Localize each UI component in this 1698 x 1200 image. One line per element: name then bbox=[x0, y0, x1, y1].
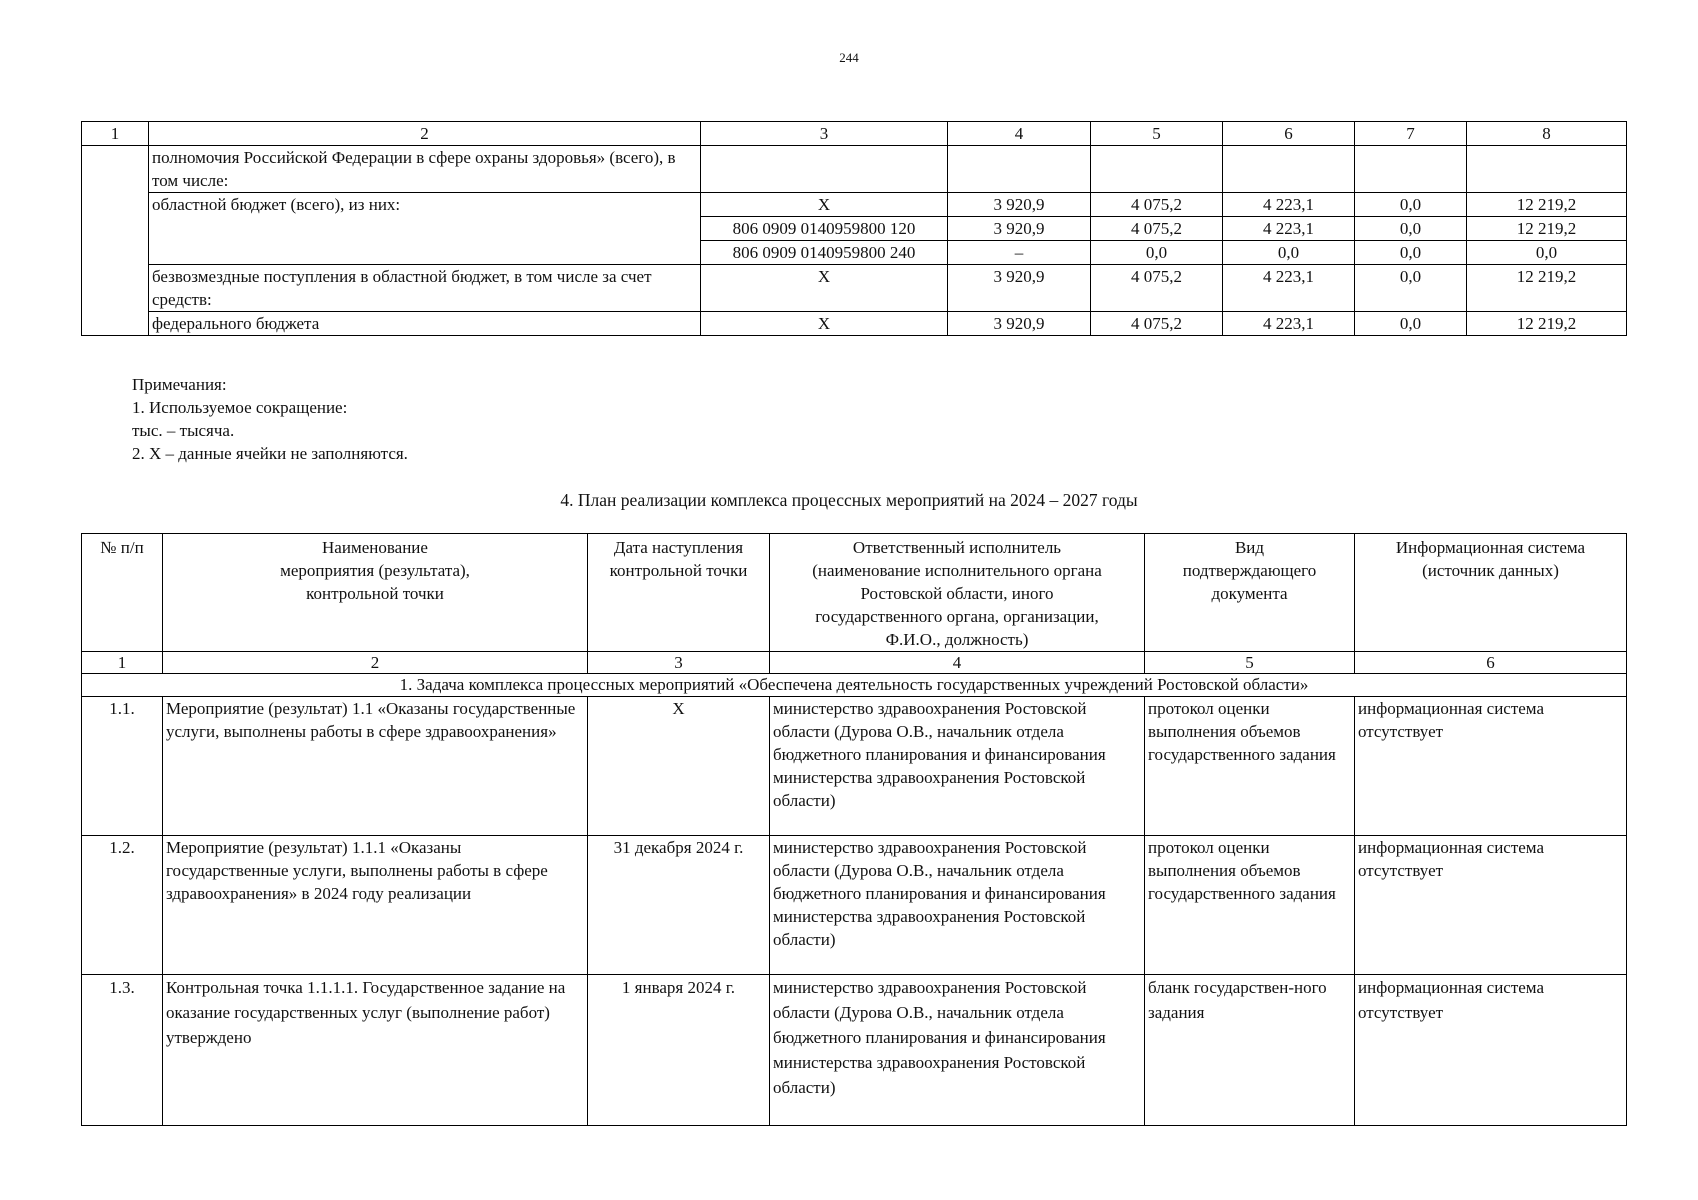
value-cell: 4 223,1 bbox=[1223, 217, 1355, 241]
header-cell: № п/п bbox=[82, 534, 163, 652]
col-number: 8 bbox=[1467, 122, 1627, 146]
plan-table bbox=[81, 533, 1627, 1126]
row-executor: министерство здравоохранения Ростовской области (Дурова О.В., начальник отдела бюджетного планирования и финансирования министерства здравоохранения Ростовской области) bbox=[770, 836, 1145, 975]
value-cell: 4 075,2 bbox=[1091, 193, 1223, 217]
value-cell: 4 075,2 bbox=[1091, 217, 1223, 241]
col-number: 6 bbox=[1355, 652, 1627, 674]
col-number: 5 bbox=[1091, 122, 1223, 146]
table-row bbox=[82, 193, 1627, 217]
code-cell: X bbox=[701, 312, 948, 336]
value-cell: 4 223,1 bbox=[1223, 265, 1355, 312]
code-cell: 806 0909 0140959800 120 bbox=[701, 217, 948, 241]
col-number: 2 bbox=[163, 652, 588, 674]
value-cell: 4 075,2 bbox=[1091, 265, 1223, 312]
notes-title: Примечания: bbox=[132, 375, 227, 394]
value-cell: 12 219,2 bbox=[1467, 312, 1627, 336]
value-cell: 3 920,9 bbox=[948, 217, 1091, 241]
section-title: 4. План реализации комплекса процессных мероприятий на 2024 – 2027 годы bbox=[560, 490, 1138, 510]
value-cell: 0,0 bbox=[1355, 217, 1467, 241]
col-number: 4 bbox=[770, 652, 1145, 674]
value-cell bbox=[1091, 146, 1223, 193]
value-cell: 0,0 bbox=[1355, 193, 1467, 217]
row-info-system: информационная система отсутствует bbox=[1355, 836, 1627, 975]
value-cell: – bbox=[948, 241, 1091, 265]
code-cell bbox=[701, 146, 948, 193]
table-header-row bbox=[82, 534, 1627, 652]
value-cell bbox=[1467, 146, 1627, 193]
value-cell: 0,0 bbox=[1355, 241, 1467, 265]
row-info-system: информационная система отсутствует bbox=[1355, 975, 1627, 1126]
table-row bbox=[82, 146, 1627, 193]
col-number: 3 bbox=[588, 652, 770, 674]
value-cell: 0,0 bbox=[1355, 265, 1467, 312]
value-cell: 12 219,2 bbox=[1467, 217, 1627, 241]
column-number-row bbox=[82, 652, 1627, 674]
header-cell: Дата наступления контрольной точки bbox=[588, 534, 770, 652]
notes bbox=[132, 373, 408, 465]
table-row bbox=[82, 836, 1627, 975]
row-number: 1.3. bbox=[82, 975, 163, 1126]
note-line: 2. X – данные ячейки не заполняются. bbox=[132, 444, 408, 463]
row-name: безвозмездные поступления в областной бюджет, в том числе за счет средств: bbox=[149, 265, 701, 312]
value-cell: 3 920,9 bbox=[948, 193, 1091, 217]
header-cell: Вид подтверждающего документа bbox=[1145, 534, 1355, 652]
col-number: 6 bbox=[1223, 122, 1355, 146]
row-name: федерального бюджета bbox=[149, 312, 701, 336]
value-cell bbox=[1223, 146, 1355, 193]
value-cell: 0,0 bbox=[1467, 241, 1627, 265]
page-number: 244 bbox=[839, 50, 859, 65]
value-cell: 0,0 bbox=[1223, 241, 1355, 265]
row-date: 31 декабря 2024 г. bbox=[588, 836, 770, 975]
empty-cell bbox=[82, 146, 149, 336]
table-row bbox=[82, 697, 1627, 836]
row-number: 1.1. bbox=[82, 697, 163, 836]
value-cell bbox=[1355, 146, 1467, 193]
row-name: Мероприятие (результат) 1.1 «Оказаны государственные услуги, выполнены работы в сфере здравоохранения» bbox=[163, 697, 588, 836]
row-document: бланк государствен-ного задания bbox=[1145, 975, 1355, 1126]
row-date: X bbox=[588, 697, 770, 836]
header-cell: Ответственный исполнитель (наименование исполнительного органа Ростовской области, иного государственного органа, организации, Ф.И.О., должность) bbox=[770, 534, 1145, 652]
header-cell: Наименование мероприятия (результата), контрольной точки bbox=[163, 534, 588, 652]
row-name: Мероприятие (результат) 1.1.1 «Оказаны государственные услуги, выполнены работы в сфере здравоохранения» в 2024 году реализации bbox=[163, 836, 588, 975]
row-name: Контрольная точка 1.1.1.1. Государственное задание на оказание государственных услуг (выполнение работ) утверждено bbox=[163, 975, 588, 1126]
row-executor: министерство здравоохранения Ростовской области (Дурова О.В., начальник отдела бюджетного планирования и финансирования министерства здравоохранения Ростовской области) bbox=[770, 975, 1145, 1126]
value-cell bbox=[948, 146, 1091, 193]
col-number: 1 bbox=[82, 652, 163, 674]
note-line: тыс. – тысяча. bbox=[132, 421, 235, 440]
value-cell: 4 223,1 bbox=[1223, 193, 1355, 217]
col-number: 1 bbox=[82, 122, 149, 146]
row-date: 1 января 2024 г. bbox=[588, 975, 770, 1126]
table-row bbox=[82, 975, 1627, 1126]
col-number: 2 bbox=[149, 122, 701, 146]
col-number: 4 bbox=[948, 122, 1091, 146]
note-line: 1. Используемое сокращение: bbox=[132, 398, 348, 417]
value-cell: 4 223,1 bbox=[1223, 312, 1355, 336]
col-number: 3 bbox=[701, 122, 948, 146]
col-number: 5 bbox=[1145, 652, 1355, 674]
row-info-system: информационная система отсутствует bbox=[1355, 697, 1627, 836]
code-cell: X bbox=[701, 265, 948, 312]
value-cell: 0,0 bbox=[1091, 241, 1223, 265]
header-cell: Информационная система (источник данных) bbox=[1355, 534, 1627, 652]
value-cell: 12 219,2 bbox=[1467, 265, 1627, 312]
task-row bbox=[82, 674, 1627, 697]
value-cell: 3 920,9 bbox=[948, 312, 1091, 336]
row-name: полномочия Российской Федерации в сфере охраны здоровья» (всего), в том числе: bbox=[149, 146, 701, 193]
table-header-row bbox=[82, 122, 1627, 146]
budget-table bbox=[81, 121, 1627, 336]
row-number: 1.2. bbox=[82, 836, 163, 975]
row-name: областной бюджет (всего), из них: bbox=[149, 193, 701, 265]
task-title: 1. Задача комплекса процессных мероприятий «Обеспечена деятельность государственных учреждений Ростовской области» bbox=[82, 674, 1627, 697]
row-executor: министерство здравоохранения Ростовской области (Дурова О.В., начальник отдела бюджетного планирования и финансирования министерства здравоохранения Ростовской области) bbox=[770, 697, 1145, 836]
table-row bbox=[82, 265, 1627, 312]
table-row bbox=[82, 312, 1627, 336]
row-document: протокол оценки выполнения объемов государственного задания bbox=[1145, 697, 1355, 836]
value-cell: 3 920,9 bbox=[948, 265, 1091, 312]
code-cell: 806 0909 0140959800 240 bbox=[701, 241, 948, 265]
col-number: 7 bbox=[1355, 122, 1467, 146]
value-cell: 4 075,2 bbox=[1091, 312, 1223, 336]
code-cell: X bbox=[701, 193, 948, 217]
value-cell: 0,0 bbox=[1355, 312, 1467, 336]
value-cell: 12 219,2 bbox=[1467, 193, 1627, 217]
row-document: протокол оценки выполнения объемов государственного задания bbox=[1145, 836, 1355, 975]
